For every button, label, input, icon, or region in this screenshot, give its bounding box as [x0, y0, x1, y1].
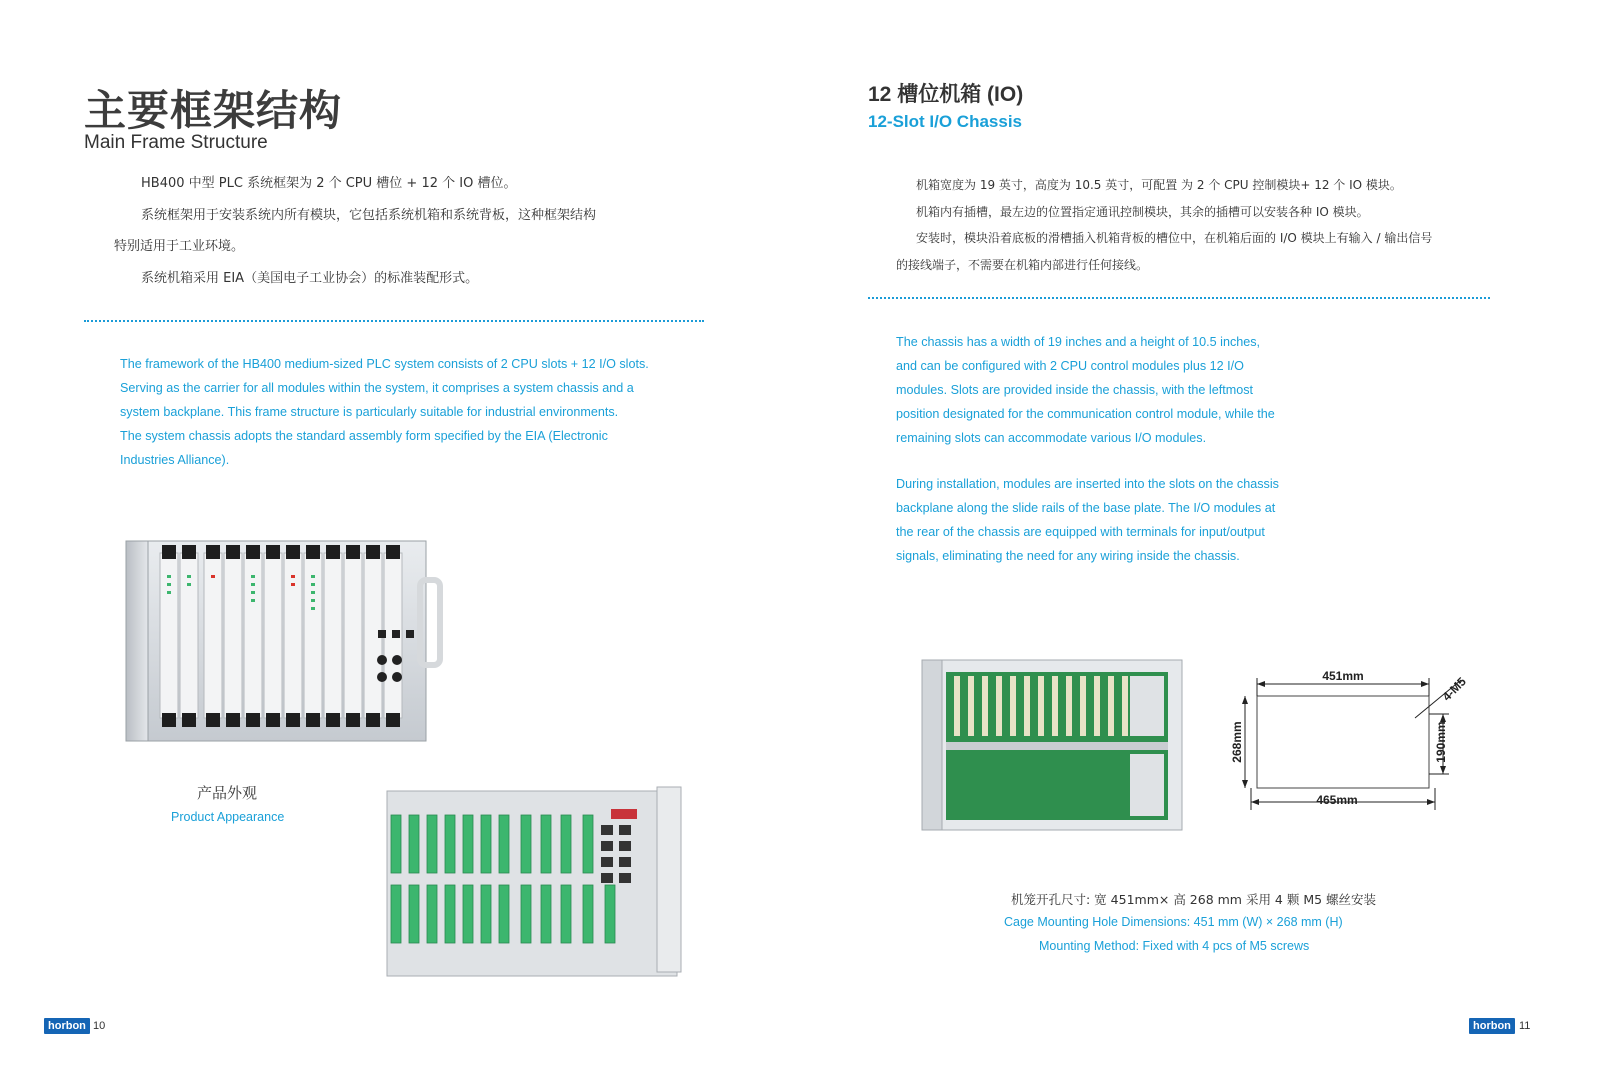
chassis-en-block-2	[896, 472, 1279, 568]
chassis-en-line: position designated for the communication control module, while the	[896, 407, 1275, 421]
intro-en-line: Serving as the carrier for all modules within the system, it comprises a system chassis and a	[120, 381, 634, 395]
chassis-en-line: modules. Slots are provided inside the chassis, with the leftmost	[896, 383, 1253, 397]
dim-height-right: 190mm	[1434, 721, 1448, 763]
page-title-cn: 主要框架结构	[84, 86, 343, 135]
intro-en-line: The system chassis adopts the standard assembly form specified by the EIA (Electronic	[120, 429, 608, 443]
intro-en-line: system backplane. This frame structure is particularly suitable for industrial environments.	[120, 405, 619, 419]
chassis-rear-photo	[385, 785, 685, 980]
dim-height-left: 268mm	[1230, 721, 1244, 763]
cutout-caption-en-2: Mounting Method: Fixed with 4 pcs of M5 screws	[1039, 939, 1310, 953]
power-module-label	[611, 809, 637, 819]
cutout-caption-cn: 机笼开孔尺寸: 宽 451mm× 高 268 mm 采用 4 颗 M5 螺丝安装	[1011, 892, 1377, 907]
intro-cn-line-2: 系统框架用于安装系统内所有模块，它包括系统机箱和系统背板，这种框架结构	[141, 208, 597, 223]
brand-logo: horbon	[1469, 1018, 1515, 1034]
chassis-en-line: the rear of the chassis are equipped with terminals for input/output	[896, 525, 1265, 539]
chassis-cn-line-1: 机箱宽度为 19 英寸，高度为 10.5 英寸，可配置 为 2 个 CPU 控制模块+ 12 个 IO 模块。	[916, 178, 1402, 192]
product-caption-cn: 产品外观	[197, 784, 258, 802]
chassis-front-photo	[120, 535, 450, 745]
chassis-handle	[420, 580, 440, 665]
module-cards	[160, 553, 402, 718]
intro-en-line: Industries Alliance).	[120, 453, 230, 467]
intro-cn-line-3: 特别适用于工业环境。	[114, 239, 245, 254]
chassis-cn-line-3: 安装时，模块沿着底板的滑槽插入机箱背板的槽位中，在机箱后面的 I/O 模块上有输入 / 输出信号	[916, 231, 1433, 245]
chassis-en-line: backplane along the slide rails of the base plate. The I/O modules at	[896, 501, 1276, 515]
chassis-en-line: signals, eliminating the need for any wiring inside the chassis.	[896, 549, 1240, 563]
dim-width-bottom: 465mm	[1316, 793, 1358, 807]
section-divider	[84, 320, 704, 322]
product-caption-en: Product Appearance	[171, 810, 285, 824]
page-title-en: Main Frame Structure	[84, 132, 268, 153]
cutout-outline	[1257, 696, 1429, 788]
chassis-en-line: and can be configured with 2 CPU control modules plus 12 I/O	[896, 359, 1244, 373]
page-number-left: 10	[93, 1020, 106, 1032]
intro-en-block	[120, 352, 649, 472]
cutout-caption-en-1: Cage Mounting Hole Dimensions: 451 mm (W) × 268 mm (H)	[1004, 915, 1343, 929]
section-divider	[868, 297, 1490, 299]
chassis-cn-line-2: 机箱内有插槽，最左边的位置指定通讯控制模块，其余的插槽可以安装各种 IO 模块。	[916, 205, 1369, 219]
empty-chassis-photo	[920, 658, 1185, 834]
chassis-en-line: During installation, modules are inserted into the slots on the chassis	[896, 477, 1279, 491]
dim-screws: 4-M5	[1439, 674, 1469, 704]
section-title-cn: 12 槽位机箱 (IO)	[868, 83, 1024, 106]
brand-logo: horbon	[44, 1018, 90, 1034]
chassis-en-line: remaining slots can accommodate various I/O modules.	[896, 431, 1207, 445]
page-number-right: 11	[1519, 1020, 1531, 1032]
intro-cn-line-1: HB400 中型 PLC 系统框架为 2 个 CPU 槽位 + 12 个 IO 槽位。	[141, 176, 517, 191]
chassis-en-block-1	[896, 330, 1275, 450]
chassis-en-line: The chassis has a width of 19 inches and a height of 10.5 inches,	[896, 335, 1261, 349]
chassis-cn-line-4: 的接线端子，不需要在机箱内部进行任何接线。	[896, 258, 1149, 272]
dim-width-top: 451mm	[1322, 669, 1364, 683]
intro-en-line: The framework of the HB400 medium-sized PLC system consists of 2 CPU slots + 12 I/O slots.	[120, 357, 649, 371]
intro-cn-line-4: 系统机箱采用 EIA（美国电子工业协会）的标准装配形式。	[141, 271, 479, 286]
section-title-en: 12-Slot I/O Chassis	[868, 112, 1022, 131]
mounting-dimension-drawing	[1225, 660, 1485, 820]
